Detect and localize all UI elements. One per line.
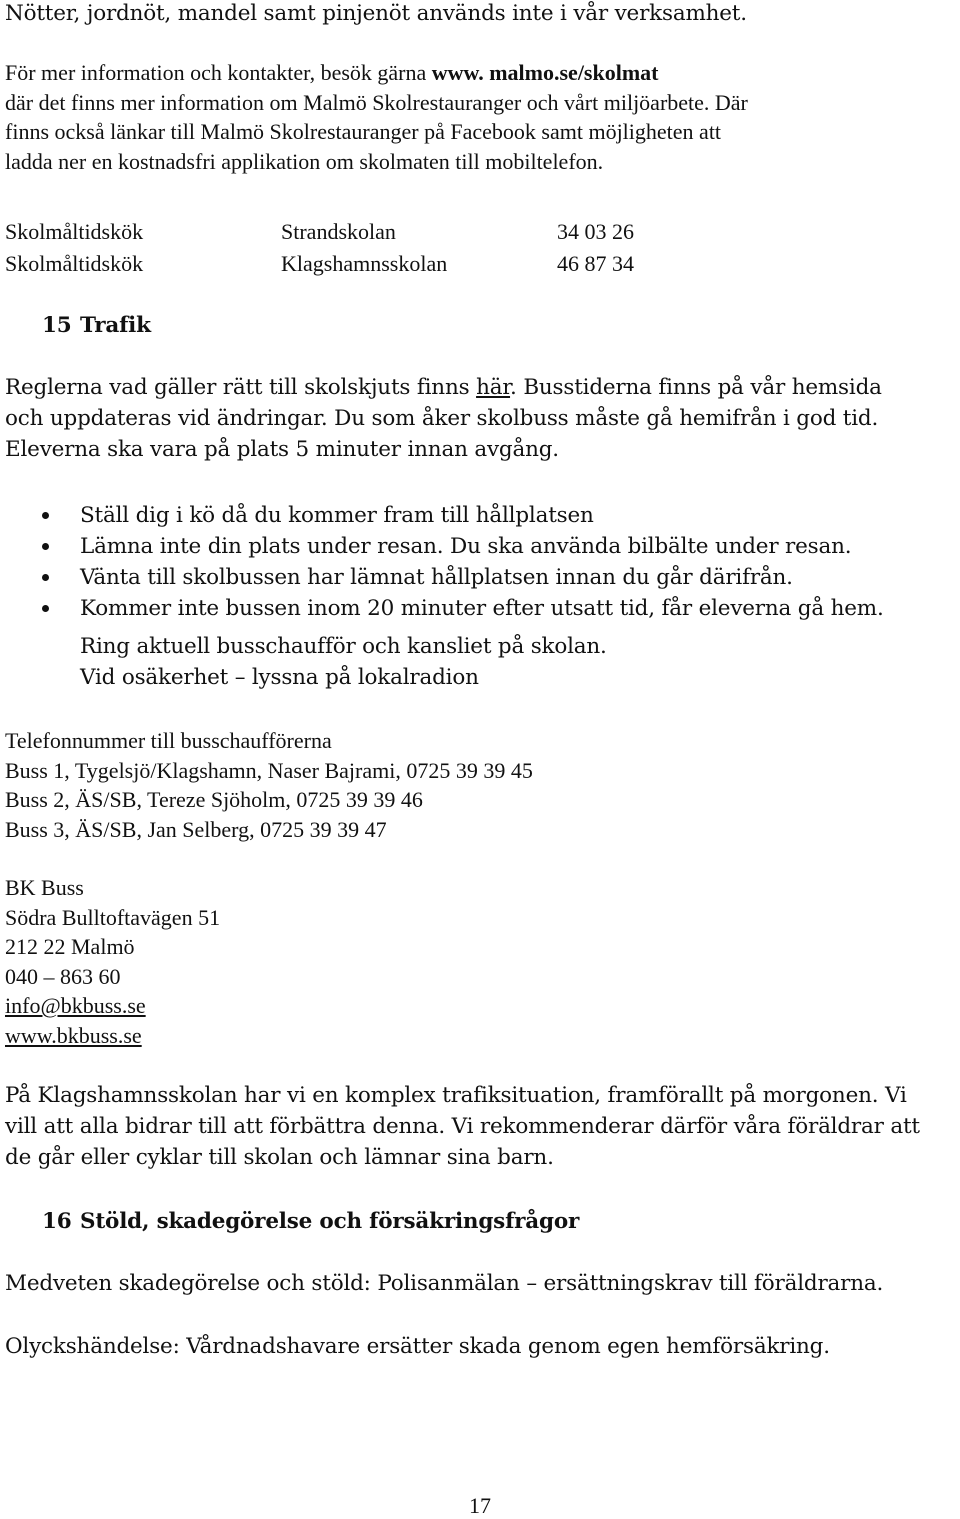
section-16-heading bbox=[42, 1206, 579, 1237]
section-title: Stöld, skadegörelse och försäkringsfrågor bbox=[80, 1209, 580, 1234]
traffic-line-3: Eleverna ska vara på plats 5 minuter innan avgång. bbox=[5, 437, 559, 462]
info-line-1: För mer information och kontakter, besök gärna www. malmo.se/skolmat bbox=[5, 60, 659, 85]
note-line-2: vill att alla bidrar till att förbättra denna. Vi rekommenderar därför våra föräldrar att bbox=[5, 1114, 920, 1139]
kitchen-table bbox=[5, 216, 634, 280]
bullet-icon bbox=[42, 512, 49, 519]
bus-rules-list bbox=[42, 500, 884, 624]
bullet-icon bbox=[42, 543, 49, 550]
kitchen-school: Strandskolan bbox=[281, 219, 396, 244]
info-line-4: ladda ner en kostnadsfri applikation om skolmaten till mobiltelefon. bbox=[5, 148, 604, 174]
info-line-2: där det finns mer information om Malmö Skolrestauranger och vårt miljöarbete. Där bbox=[5, 89, 748, 115]
traffic-line-1: Reglerna vad gäller rätt till skolskjuts finns här. Busstiderna finns på vår hemsida bbox=[5, 375, 882, 400]
driver-line: Buss 3, ÄS/SB, Jan Selberg, 0725 39 39 47 bbox=[5, 816, 387, 842]
kitchen-type: Skolmåltidskök bbox=[5, 251, 144, 276]
bus-drivers-block bbox=[5, 726, 533, 844]
section-number: 16 bbox=[42, 1209, 72, 1234]
company-phone: 040 – 863 60 bbox=[5, 963, 121, 989]
kitchen-row bbox=[5, 248, 634, 280]
driver-line: Buss 2, ÄS/SB, Tereze Sjöholm, 0725 39 39 46 bbox=[5, 787, 423, 812]
bullet-icon bbox=[42, 605, 49, 612]
list-item: Kommer inte bussen inom 20 minuter efter utsatt tid, får eleverna gå hem. bbox=[42, 593, 884, 624]
accident-text: Olyckshändelse: Vårdnadshavare ersätter skada genom egen hemförsäkring. bbox=[5, 1334, 830, 1359]
bullet-continuation-1: Ring aktuell busschaufför och kansliet på skolan. bbox=[80, 634, 607, 659]
company-city: 212 22 Malmö bbox=[5, 934, 135, 959]
intro-info-paragraph bbox=[5, 58, 748, 176]
bus-company-address bbox=[5, 873, 220, 1050]
company-name: BK Buss bbox=[5, 875, 84, 900]
drivers-title: Telefonnummer till busschaufförerna bbox=[5, 728, 332, 753]
skolmat-link[interactable]: www. malmo.se/skolmat bbox=[431, 60, 659, 85]
list-item: Ställ dig i kö då du kommer fram till hållplatsen bbox=[42, 500, 884, 531]
bullet-icon bbox=[42, 574, 49, 581]
driver-line: Buss 1, Tygelsjö/Klagshamn, Naser Bajrami, 0725 39 39 45 bbox=[5, 757, 533, 783]
school-transport-link[interactable]: här bbox=[476, 375, 511, 400]
klagshamn-traffic-paragraph bbox=[5, 1080, 920, 1173]
section-15-heading bbox=[42, 310, 151, 341]
company-street: Södra Bulltoftavägen 51 bbox=[5, 904, 221, 930]
page-number: 17 bbox=[469, 1493, 491, 1518]
vandalism-text: Medveten skadegörelse och stöld: Polisanmälan – ersättningskrav till föräldrarna. bbox=[5, 1271, 884, 1296]
kitchen-phone: 46 87 34 bbox=[557, 251, 634, 276]
nut-allergy-text: Nötter, jordnöt, mandel samt pinjenöt används inte i vår verksamhet. bbox=[5, 1, 747, 26]
kitchen-phone: 34 03 26 bbox=[557, 219, 634, 244]
kitchen-school: Klagshamnsskolan bbox=[281, 251, 448, 276]
bullet-continuation-2: Vid osäkerhet – lyssna på lokalradion bbox=[80, 665, 479, 690]
section-number: 15 bbox=[42, 313, 72, 338]
kitchen-type: Skolmåltidskök bbox=[5, 219, 144, 244]
kitchen-row bbox=[5, 216, 634, 248]
note-line-1: På Klagshamnsskolan har vi en komplex trafiksituation, framförallt på morgonen. Vi bbox=[5, 1083, 907, 1108]
info-line-3: finns också länkar till Malmö Skolrestauranger på Facebook samt möjligheten att bbox=[5, 119, 722, 144]
company-web-link[interactable]: www.bkbuss.se bbox=[5, 1022, 142, 1048]
list-item: Vänta till skolbussen har lämnat hållplatsen innan du går därifrån. bbox=[42, 562, 884, 593]
traffic-line-2: och uppdateras vid ändringar. Du som åker skolbuss måste gå hemifrån i god tid. bbox=[5, 406, 879, 431]
section-title: Trafik bbox=[80, 313, 151, 338]
company-email-link[interactable]: info@bkbuss.se bbox=[5, 993, 146, 1018]
note-line-3: de går eller cyklar till skolan och lämnar sina barn. bbox=[5, 1145, 554, 1170]
list-item: Lämna inte din plats under resan. Du ska använda bilbälte under resan. bbox=[42, 531, 884, 562]
traffic-rules-paragraph bbox=[5, 372, 882, 465]
